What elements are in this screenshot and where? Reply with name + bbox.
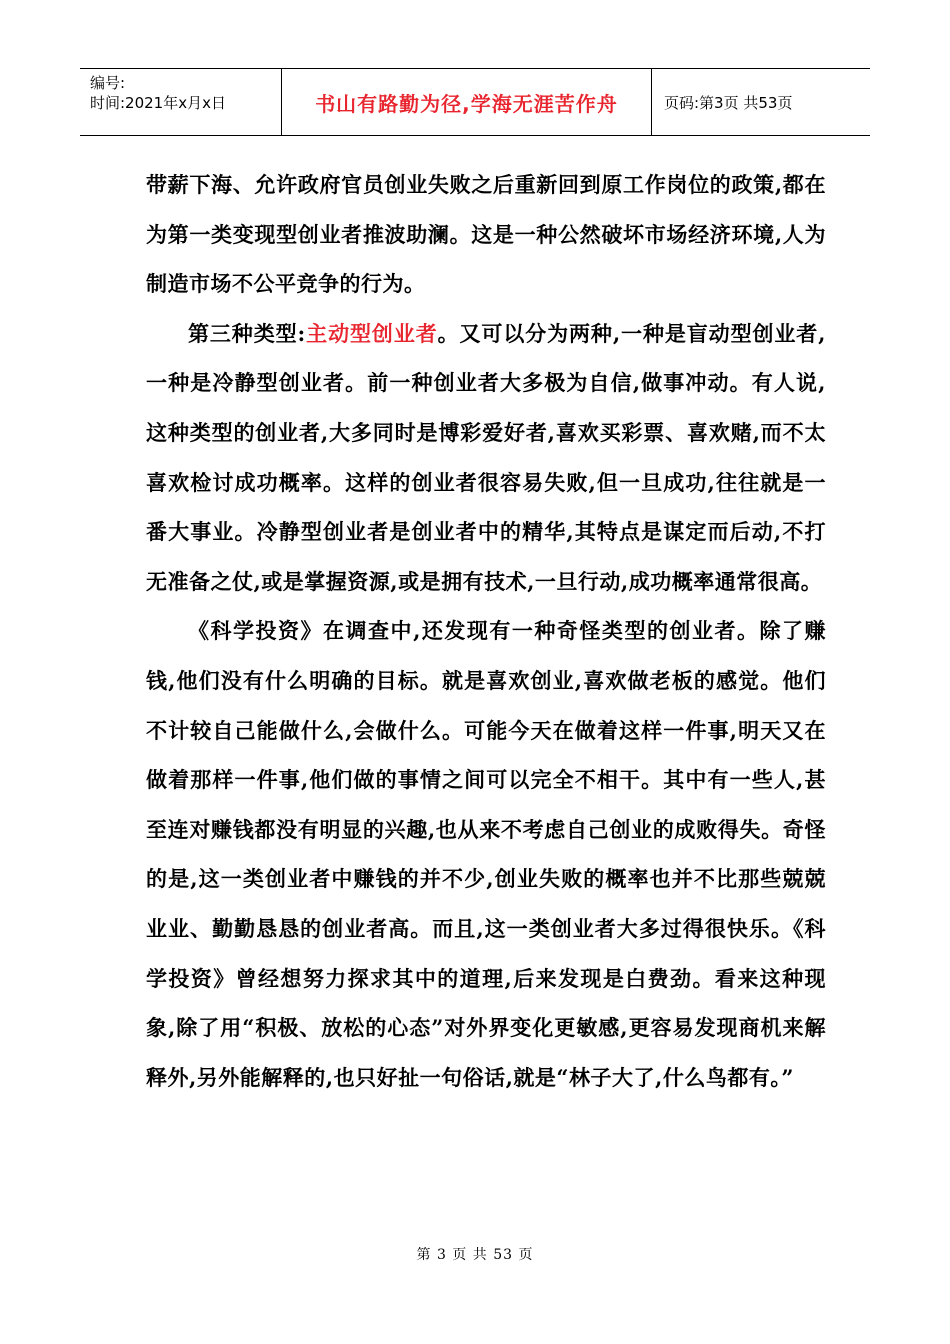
paragraph-2 bbox=[146, 309, 826, 607]
page-footer: 第 3 页 共 53 页 bbox=[416, 1247, 534, 1263]
page-header bbox=[80, 68, 870, 136]
highlight-term: 主动型创业者 bbox=[305, 320, 438, 346]
number-label: 编号: bbox=[90, 74, 126, 92]
paragraph-2-rest: 。又可以分为两种,一种是盲动型创业者,一种是冷静型创业者。前一种创业者大多极为自信,做事冲动。有人说,这种类型的创业者,大多同时是博彩爱好者,喜欢买彩票、喜欢赌,而不太喜欢检讨成功概率。这样的创业者很容易失败,但一旦成功,往往就是一番大事业。冷静型创业者是创业者中的精华,其特点是谋定而后动,不打无准备之仗,或是掌握资源,或是拥有技术,一旦行动,成功概率通常很高。 bbox=[146, 320, 826, 594]
paragraph-1: 带薪下海、允许政府官员创业失败之后重新回到原工作岗位的政策,都在为第一类变现型创业者推波助澜。这是一种公然破坏市场经济环境,人为制造市场不公平竞争的行为。 bbox=[146, 172, 826, 297]
paragraph-2-prefix: 第三种类型: bbox=[188, 320, 306, 346]
date-label: 时间:2021年x月x日 bbox=[90, 94, 226, 112]
paragraph-3: 《科学投资》在调查中,还发现有一种奇怪类型的创业者。除了赚钱,他们没有什么明确的目标。就是喜欢创业,喜欢做老板的感觉。他们不计较自己能做什么,会做什么。可能今天在做着这样一件事,明天又在做着那样一件事,他们做的事情之间可以完全不相干。其中有一些人,甚至连对赚钱都没有明显的兴趣,也从来不考虑自己创业的成败得失。奇怪的是,这一类创业者中赚钱的并不少,创业失败的概率也并不比那些兢兢业业、勤勤恳恳的创业者高。而且,这一类创业者大多过得很快乐。《科学投资》曾经想努力探求其中的道理,后来发现是白费劲。看来这种现象,除了用“积极、放松的心态”对外界变化更敏感,更容易发现商机来解释外,另外能解释的,也只好扯一句俗话,就是“林子大了,什么鸟都有。” bbox=[146, 618, 826, 1090]
header-motto: 书山有路勤为径,学海无涯苦作舟 bbox=[282, 69, 652, 135]
header-page-code: 页码:第3页 共53页 bbox=[664, 93, 793, 112]
document-body bbox=[146, 160, 826, 1102]
header-meta bbox=[80, 69, 282, 135]
